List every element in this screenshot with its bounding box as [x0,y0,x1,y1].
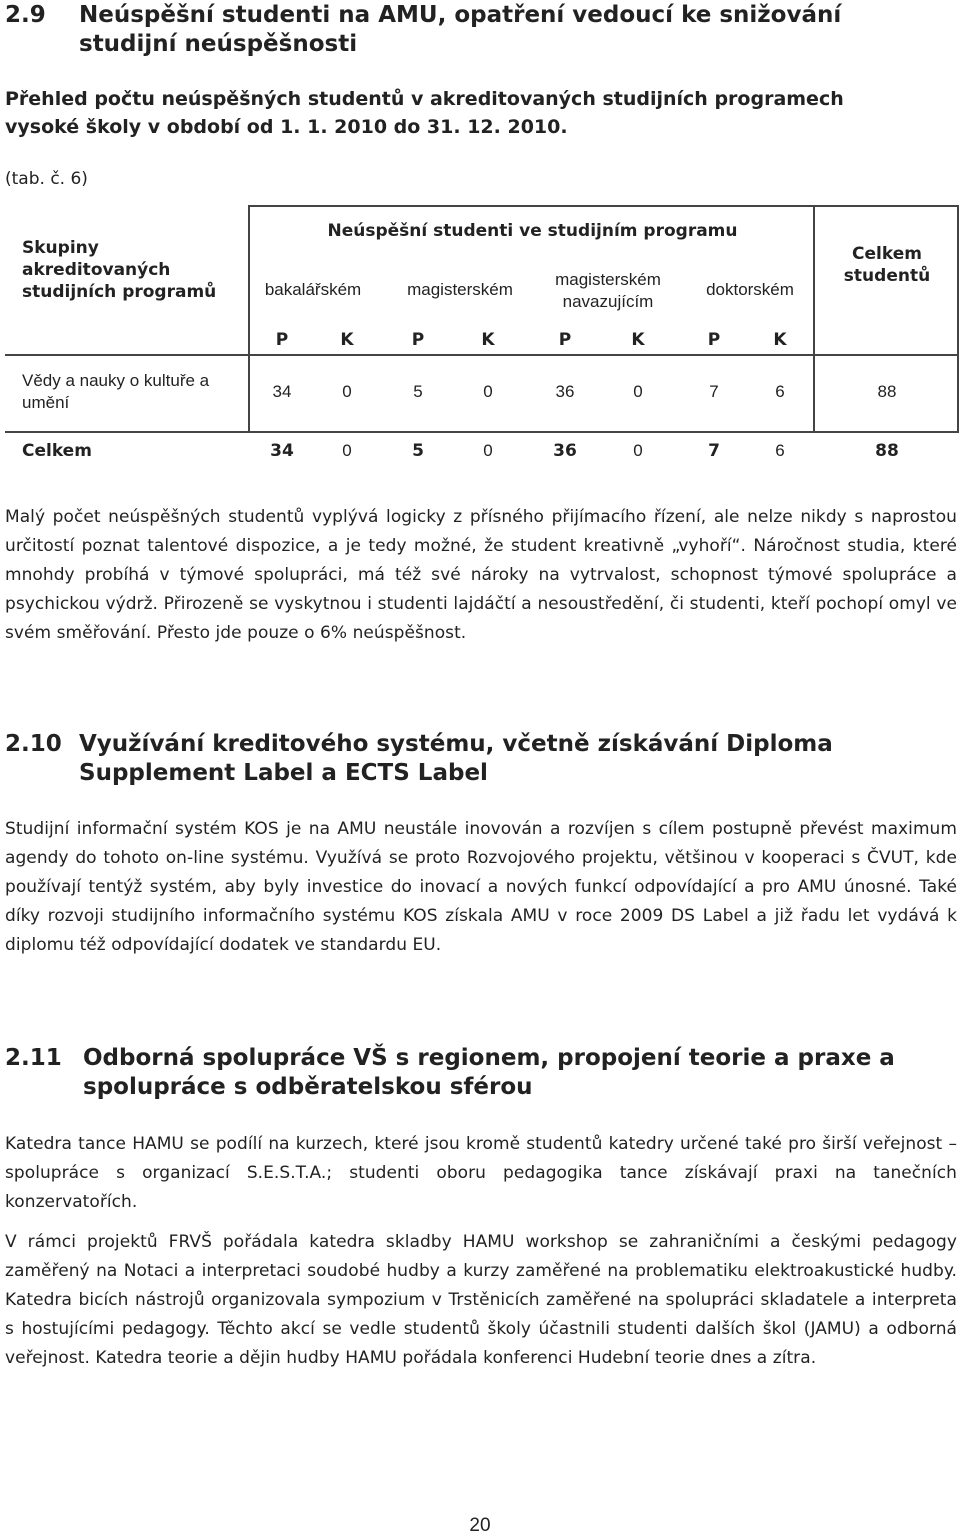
paragraph-failure-explanation: Malý počet neúspěšných studentů vyplývá logicky z přísného přijímacího řízení, ale nelze nikdy s naprostou určitostí poznat talentové dispozice, a je tedy možné, že student kreativně „vyhoří“. Náročnost studia, které mnohdy probíhá v týmové spolupráci, má též své nároky na vytrvalost, schopnost týmové spolupráce a psychickou výdrž. Přirozeně se vyskytnou i studenti lajdáčtí a nesoustředění, či studenti, kteří pochopí omyl ve svém směřování. Přesto jde pouze o 6% neúspěšnost. [5,507,957,643]
header-p: P [275,330,289,350]
section-title: Neúspěšní studenti na AMU, opatření vedoucí ke snižování studijní neúspěšnosti [79,2,842,57]
row-arts-value: 5 [413,382,423,401]
section-title: Odborná spolupráce VŠ s regionem, propojení teorie a praxe a spolupráce s odběratelskou sférou [83,1045,895,1100]
row-total-total: 88 [875,441,899,461]
section-number: 2.10 [5,731,62,757]
table-border-top [248,205,959,207]
row-arts-value: 0 [483,382,493,401]
table-border-right-of-data [813,205,815,433]
row-arts-value: 0 [342,382,352,401]
row-arts-value: 34 [272,382,292,401]
row-label-total: Celkem [22,441,92,461]
table-border-right [957,205,959,433]
header-k: K [481,330,495,350]
header-failed-students: Neúspěšní studenti ve studijním programu [327,221,738,241]
header-program-follow-up-master: magisterském navazujícím [555,270,661,311]
row-label-arts: Vědy a nauky o kultuře a umění [22,371,210,412]
header-k: K [340,330,354,350]
paragraph-dance-department: Katedra tance HAMU se podílí na kurzech, které jsou kromě studentů katedry určené také pro širší veřejnost – spolupráce s organizací S.E.S.T.A.; studenti oboru pedagogika tance získávají praxi na tanečních konzervatořích. [5,1134,957,1212]
header-k: K [773,330,787,350]
row-total-value: 0 [483,441,493,460]
section-title: Využívání kreditového systému, včetně získávání Diploma Supplement Label a ECTS Label [79,731,833,786]
table-border-left-of-data [248,205,250,433]
row-arts-value: 0 [633,382,643,401]
section-2-10-heading [5,730,905,788]
header-total-students: Celkem studentů [843,244,931,286]
section-2-9-heading [5,1,905,59]
header-p: P [707,330,721,350]
failed-students-table [5,205,959,485]
row-total-value: 0 [342,441,352,460]
row-total-value: 34 [270,441,294,461]
header-p: P [411,330,425,350]
header-program-master: magisterském [407,280,513,299]
row-arts-value: 36 [555,382,575,401]
paragraph-frvs-projects: V rámci projektů FRVŠ pořádala katedra skladby HAMU workshop se zahraničními a českými pedagogy zaměřený na Notaci a interpretaci soudobé hudby a kurzy zaměřené na problematiku elektroakustické hudby. Katedra bicích nástrojů organizovala sympozium v Trstěnicích zaměřené na spolupráci skladatele a interpreta s hostujícími pedagogy. Těchto akcí se vedle studentů školy účastnili studenti dalších škol (JAMU) a odborná veřejnost. Katedra teorie a dějin hudby HAMU pořádala konferenci Hudební teorie dnes a zítra. [5,1232,957,1368]
header-program-bachelor: bakalářském [264,280,362,299]
section-number: 2.9 [5,2,46,28]
table-header-divider [5,354,959,356]
row-arts-value: 6 [775,382,785,401]
table-number-note: (tab. č. 6) [5,169,88,189]
row-total-value: 7 [708,441,720,461]
header-program-group: Skupiny akreditovaných studijních programů [22,238,217,302]
page-number: 20 [469,1515,491,1536]
row-total-value: 0 [633,441,643,460]
table-row-divider [5,431,959,433]
table-overview-caption: Přehled počtu neúspěšných studentů v akreditovaných studijních programech vysoké školy v období od 1. 1. 2010 do 31. 12. 2010. [5,88,844,138]
row-total-value: 5 [412,441,424,461]
header-program-doctoral: doktorském [706,280,794,299]
header-k: K [631,330,645,350]
row-arts-value: 7 [709,382,719,401]
row-total-value: 36 [553,441,577,461]
section-2-11-heading [5,1044,920,1102]
section-number: 2.11 [5,1045,62,1071]
row-total-value: 6 [775,441,785,460]
row-arts-total: 88 [877,382,897,401]
paragraph-credit-system: Studijní informační systém KOS je na AMU neustále inovován a rozvíjen s cílem postupně převést maximum agendy do tohoto on-line systému. Využívá se proto Rozvojového projektu, většinou v kooperaci s ČVUT, kde používají tentýž systém, aby byly investice do inovací a nových funkcí odpovídající a pro AMU únosné. Také díky rozvoji studijního informačního systému KOS získala AMU v roce 2009 DS Label a již řadu let vydává k diplomu též odpovídající dodatek ve standardu EU. [5,819,957,955]
header-p: P [558,330,572,350]
